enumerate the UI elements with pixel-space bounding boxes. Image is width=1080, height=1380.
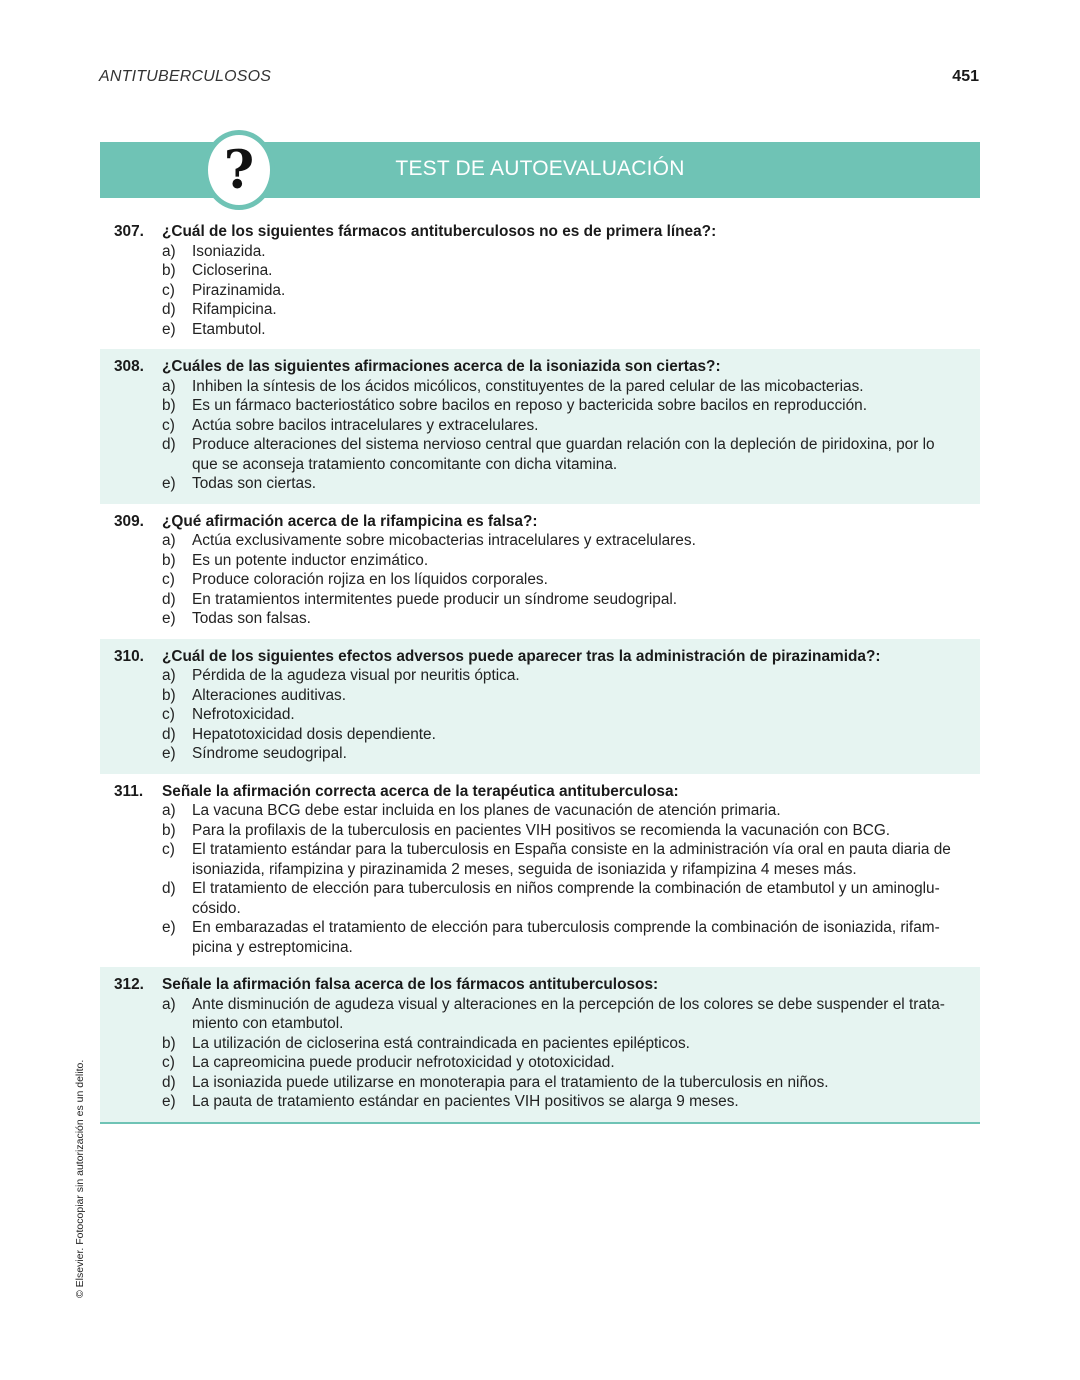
option-text: Para la profilaxis de la tuberculosis en pacientes VIH positivos se recomienda la vacunación con BCG. [192,821,891,839]
question-number: 310. [114,647,144,665]
answer-options [114,242,966,340]
question-block [100,639,980,774]
answer-option [162,320,966,340]
option-text: Etambutol. [192,320,266,338]
option-letter: e) [162,1093,176,1110]
option-text: Hepatotoxicidad dosis dependiente. [192,725,436,743]
question-list [100,222,980,1124]
option-text: Todas son ciertas. [192,475,317,492]
option-letter: c) [162,416,175,434]
option-text: Nefrotoxicidad. [192,706,295,723]
answer-option [162,705,966,725]
question-heading [114,512,966,532]
section-bottom-rule [100,1122,980,1124]
option-letter: b) [162,397,176,414]
answer-option [162,416,966,436]
option-letter: d) [162,1073,176,1091]
answer-option [162,821,966,841]
answer-option [162,570,966,590]
option-letter: b) [162,821,176,839]
option-text: En tratamientos intermitentes puede producir un síndrome seudogripal. [192,590,678,608]
answer-option [162,686,966,706]
question-text: Señale la afirmación falsa acerca de los fármacos antituberculosos: [162,976,659,993]
option-text: El tratamiento de elección para tuberculosis en niños comprende la combinación de etambutol y un aminoglu-cósido. [192,880,940,917]
question-heading [114,222,966,242]
option-letter: b) [162,686,176,704]
question-mark-glyph: ? [223,140,255,201]
option-letter: a) [162,242,176,260]
option-letter: c) [162,841,175,858]
option-letter: d) [162,880,176,897]
answer-option [162,242,966,262]
answer-option [162,1073,966,1093]
option-text: La isoniazida puede utilizarse en monoterapia para el tratamiento de la tuberculosis en niños. [192,1073,829,1091]
answer-options [114,995,966,1112]
answer-option [162,377,966,397]
option-text: El tratamiento estándar para la tuberculosis en España consiste en la administración vía oral en pauta diaria de isoniazida, rifampizina y pirazinamida 2 meses, seguida de isoniazida y rifampizina 4 meses más. [192,841,951,878]
option-letter: a) [162,995,176,1013]
question-heading [114,357,966,377]
question-block [100,504,980,639]
answer-options [114,377,966,494]
option-letter: c) [162,281,175,299]
option-letter: a) [162,532,176,549]
option-text: Produce coloración rojiza en los líquidos corporales. [192,571,548,588]
option-letter: c) [162,571,175,588]
question-text: Señale la afirmación correcta acerca de la terapéutica antituberculosa: [162,782,679,800]
answer-option [162,609,966,629]
answer-option [162,666,966,686]
question-heading [114,647,966,667]
option-letter: e) [162,475,176,492]
page-number: 451 [952,68,979,85]
question-number: 311. [114,782,144,800]
question-number: 312. [114,976,144,993]
answer-option [162,1053,966,1073]
answer-options [114,801,966,957]
option-text: Pérdida de la agudeza visual por neuritis óptica. [192,667,520,684]
question-number: 309. [114,512,144,530]
option-text: Cicloserina. [192,262,273,279]
option-letter: a) [162,377,176,395]
option-text: Pirazinamida. [192,281,286,299]
option-letter: e) [162,745,176,762]
option-text: Todas son falsas. [192,610,311,627]
answer-option [162,725,966,745]
option-text: Rifampicina. [192,301,277,318]
option-letter: e) [162,610,176,627]
option-text: Inhiben la síntesis de los ácidos micólicos, constituyentes de la pared celular de las micobacterias. [192,377,864,395]
question-text: ¿Cuál de los siguientes fármacos antituberculosos no es de primera línea?: [162,223,717,240]
option-letter: a) [162,802,176,819]
question-mark-icon [203,130,275,210]
question-number: 307. [114,223,144,240]
question-text: ¿Cuáles de las siguientes afirmaciones acerca de la isoniazida son ciertas?: [162,358,721,375]
option-text: Produce alteraciones del sistema nervioso central que guardan relación con la depleción de piridoxina, por lo que se aconseja tratamiento concomitante con dicha vitamina. [192,436,935,473]
answer-option [162,744,966,764]
answer-option [162,551,966,571]
option-text: Alteraciones auditivas. [192,686,346,704]
option-text: La capreomicina puede producir nefrotoxicidad y ototoxicidad. [192,1054,615,1071]
answer-option [162,590,966,610]
running-title: ANTITUBERCULOSOS [99,68,272,85]
option-text: La vacuna BCG debe estar incluida en los planes de vacunación de atención primaria. [192,802,781,819]
question-heading [114,782,966,802]
option-letter: d) [162,436,176,453]
answer-option [162,918,966,957]
option-letter: c) [162,706,175,723]
question-number: 308. [114,358,144,375]
question-text: ¿Qué afirmación acerca de la rifampicina es falsa?: [162,512,538,530]
option-text: Isoniazida. [192,242,266,260]
question-text: ¿Cuál de los siguientes efectos adversos puede aparecer tras la administración de pirazinamida?: [162,647,881,665]
answer-option [162,1034,966,1054]
answer-option [162,300,966,320]
option-letter: b) [162,1034,176,1052]
answer-option [162,531,966,551]
option-letter: e) [162,919,176,936]
option-text: La utilización de cicloserina está contraindicada en pacientes epilépticos. [192,1034,690,1052]
question-block [100,774,980,968]
option-text: Actúa sobre bacilos intracelulares y extracelulares. [192,416,539,434]
option-letter: c) [162,1054,175,1071]
answer-options [114,531,966,629]
option-text: Síndrome seudogripal. [192,745,347,762]
answer-option [162,396,966,416]
option-letter: d) [162,725,176,743]
answer-option [162,261,966,281]
answer-option [162,840,966,879]
option-text: Es un fármaco bacteriostático sobre bacilos en reposo y bactericida sobre bacilos en reproducción. [192,397,867,414]
answer-options [114,666,966,764]
answer-option [162,1092,966,1112]
answer-option [162,801,966,821]
answer-option [162,281,966,301]
option-letter: b) [162,551,176,569]
option-letter: e) [162,320,176,338]
banner-title: TEST DE AUTOEVALUACIÓN [395,157,685,180]
option-letter: d) [162,590,176,608]
option-text: En embarazadas el tratamiento de elección para tuberculosis comprende la combinación de isoniazida, rifam-picina y estreptomicina. [192,919,940,956]
answer-option [162,474,966,494]
question-heading [114,975,966,995]
question-block [100,967,980,1122]
option-letter: a) [162,667,176,684]
question-block [100,349,980,504]
answer-option [162,995,966,1034]
answer-option [162,435,966,474]
option-letter: b) [162,262,176,279]
option-text: La pauta de tratamiento estándar en pacientes VIH positivos se alarga 9 meses. [192,1093,739,1110]
question-block [100,222,980,349]
option-text: Actúa exclusivamente sobre micobacterias intracelulares y extracelulares. [192,532,696,549]
option-text: Ante disminución de agudeza visual y alteraciones en la percepción de los colores se debe suspender el trata-miento con etambutol. [192,995,945,1032]
answer-option [162,879,966,918]
option-letter: d) [162,301,176,318]
option-text: Es un potente inductor enzimático. [192,551,429,569]
copyright-notice: © Elsevier. Fotocopiar sin autorización es un delito. [74,1059,86,1298]
